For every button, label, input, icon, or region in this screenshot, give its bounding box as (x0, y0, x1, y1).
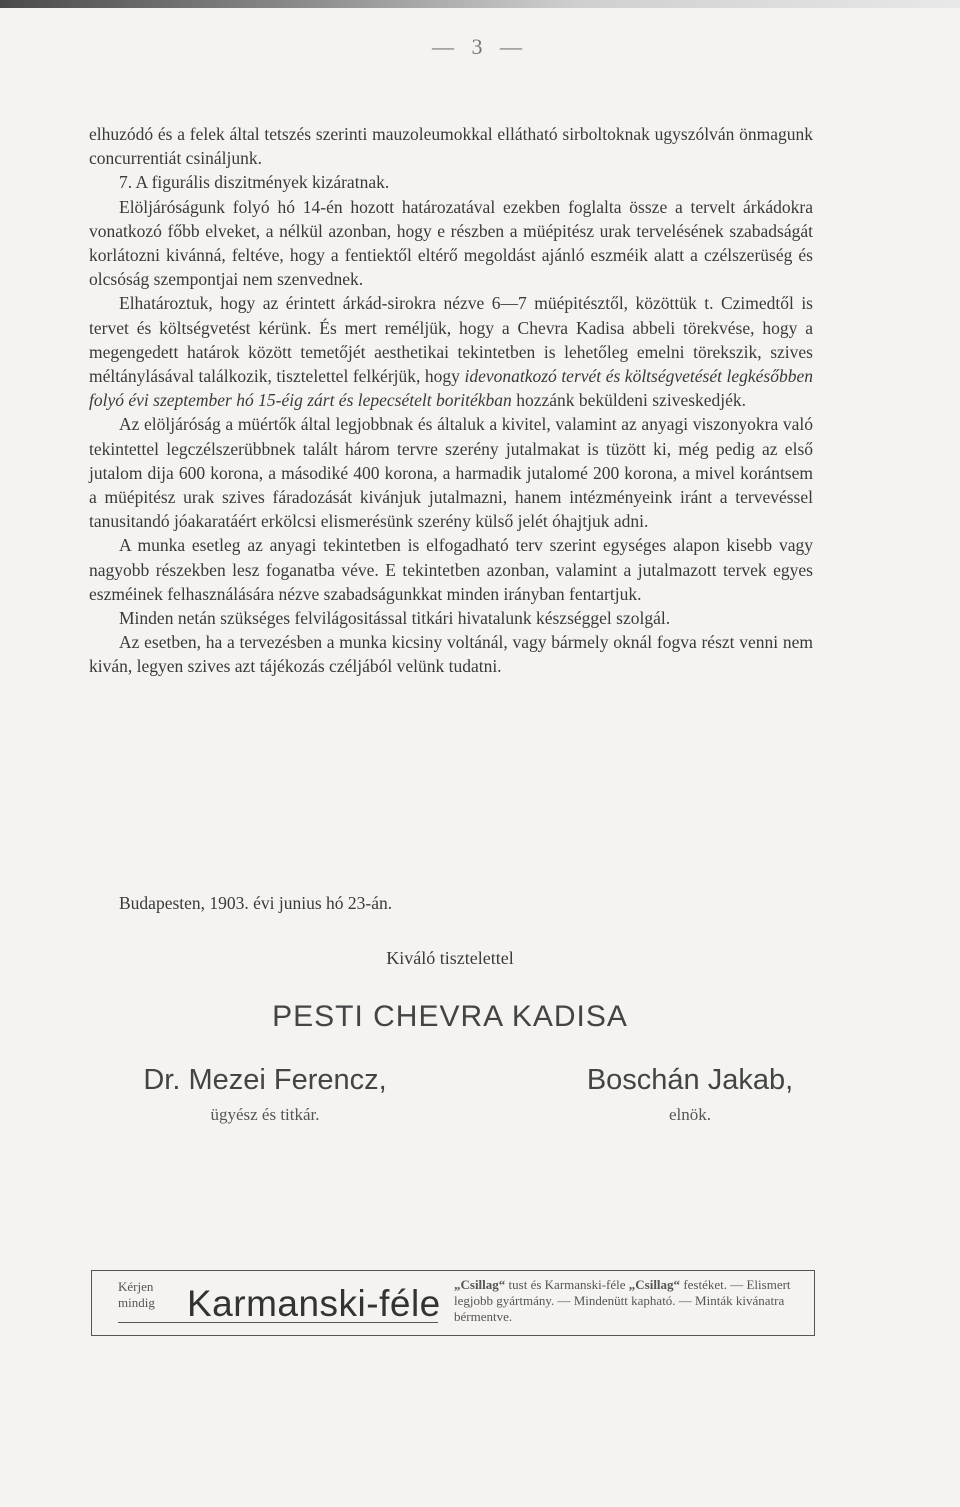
ad-prompt (118, 1279, 155, 1311)
paragraph-board-decision: Elöljáróságunk folyó hó 14-én hozott határozatával ezekben foglalta össze a tervelt árkádokra vonatkozó főbb elveket, a nélkül azonban, hogy e részben a müépitész urak tervelésének szabadságát korlátozni kivánná, feltéve, hogy a fentiektől eltérő megoldást ajánló eszméik alatt a czélszerüség és olcsóság szempontjai nem szenvednek. (89, 196, 813, 290)
page-number: — 3 — (432, 34, 528, 59)
ad-underline (118, 1322, 438, 1323)
request-text: Elhatároztuk, hogy az érintett árkád-sirokra nézve 6—7 müépitésztől, közöttük t. Czimedtől is tervet és költségvetést kérünk. És mert reméljük, hogy a Chevra Kadisa abbeli törekvése, hogy a megengedett határok között temetőjét aesthetikai tekintetben is lehetőleg emelni törekszik, szives méltánylásával találkozik, tisztelettel felkérjük, hogy (89, 293, 813, 387)
ad-prompt-line1: Kérjen (118, 1279, 154, 1294)
paragraph-information: Minden netán szükséges felvilágositással titkári hivatalunk készséggel szolgál. (119, 608, 671, 629)
organization-name: PESTI CHEVRA KADISA (272, 1000, 628, 1033)
ad-product-1: „Csillag“ (454, 1277, 506, 1292)
advertisement-box (91, 1270, 815, 1336)
paragraph-rule-7: 7. A figurális diszitmények kizáratnak. (119, 172, 390, 193)
request-text-end: hozzánk beküldeni sziveskedjék. (511, 390, 747, 411)
paragraph-notify: Az esetben, ha a tervezésben a munka kicsiny voltánál, vagy bármely oknál fogva részt venni nem kiván, legyen szives azt tájékozás czéljából velünk tudatni. (89, 632, 813, 677)
signature-block-secretary (120, 1064, 410, 1125)
scan-top-edge (0, 0, 960, 8)
ad-text-1: tust és Karmanski-féle (505, 1277, 629, 1292)
paragraph-execution: A munka esetleg az anyagi tekintetben is elfogadható terv szerint egységes alapon kisebb vagy nagyobb részekben lesz foganatba véve. E tekintetben azonban, valamint a jutalmazott tervek egyes eszméinek felhasználására nézve szabadságunkkat minden irányban fentartjuk. (89, 535, 813, 604)
request-deadline: idevonatkozó tervét és költségvetését legkésőbben folyó évi szeptember hó 15-éig zárt és lepecsételt boritékban (89, 366, 813, 411)
signatory-name: Dr. Mezei Ferencz, (143, 1064, 387, 1096)
signatory-name: Boschán Jakab, (586, 1064, 794, 1096)
ad-text-2: festéket. — Elismert legjobb gyártmány. — Mindenütt kapható. — Minták kivánatra bérmentve. (454, 1277, 791, 1324)
ad-description (454, 1277, 809, 1325)
paragraph-continuation: elhuzódó és a felek által tetszés szerinti mauzoleumokkal ellátható sirboltoknak ugyszólván önmagunk concurrentiát csináljunk. (89, 124, 813, 169)
signatory-role: elnök. (668, 1105, 712, 1124)
date-line: Budapesten, 1903. évi junius hó 23-án. (119, 893, 393, 913)
closing-salutation: Kiváló tisztelettel (386, 948, 514, 968)
paragraph-prizes: Az elöljáróság a müértők által legjobbnak és általuk a kivitel, valamint az anyagi viszonyokra való tekintettel legczélszerübbnek talált három tervre szerény jutalmakat is tüzött ki, még pedig az első jutalom dija 600 korona, a másodiké 400 korona, a harmadik jutalomé 200 korona, a mivel korántsem a müépitész urak szives fáradozását kivánjuk jutalmazni, hanem intézményeink iránt a tervevéssel tanusitandó jóakaratáért erkölcsi elismerésünk szerény külső jelét óhajtjuk adni. (89, 414, 813, 532)
signature-block-president (560, 1064, 820, 1125)
ad-prompt-line2: mindig (118, 1295, 155, 1310)
signatory-role: ügyész és titkár. (210, 1105, 320, 1124)
paragraph-request (89, 291, 813, 412)
ad-brand-name: Karmanski-féle (187, 1283, 441, 1324)
letter-body (89, 122, 813, 679)
ad-product-2: „Csillag“ (628, 1277, 681, 1292)
